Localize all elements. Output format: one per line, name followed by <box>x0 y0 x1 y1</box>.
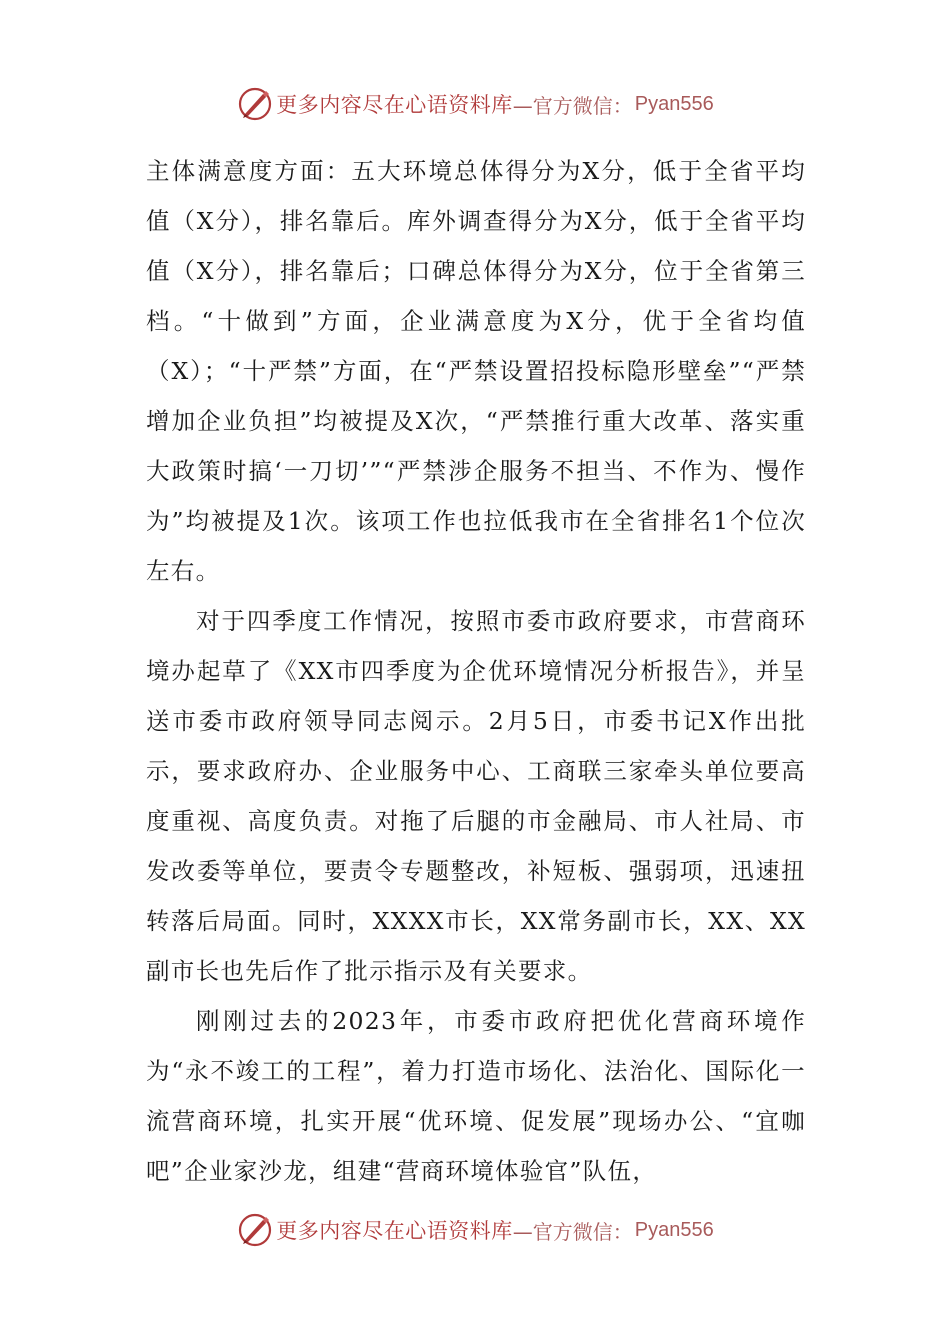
document-body <box>146 146 806 1196</box>
footer-watermark <box>0 1210 950 1250</box>
watermark-wechat-id: Pyan556 <box>634 1218 714 1241</box>
watermark-wechat-id: Pyan556 <box>634 92 714 115</box>
watermark-brand: 更多内容尽在心语资料库 <box>276 1219 513 1243</box>
paragraph-satisfaction: 主体满意度方面：五大环境总体得分为X分，低于全省平均值（X分），排名靠后。库外调查得分为X分，低于全省平均值（X分），排名靠后；口碑总体得分为X分，位于全省第三档。“十做到”方面，企业满意度为X分，优于全省均值（X）；“十严禁”方面，在“严禁设置招投标隐形壁垒”“严禁增加企业负担”均被提及X次，“严禁推行重大改革、落实重大政策时搞‘一刀切’”“严禁涉企服务不担当、不作为、慢作为”均被提及1次。该项工作也拉低我市在全省排名1个位次左右。 <box>146 157 807 585</box>
watermark-brand: 更多内容尽在心语资料库 <box>276 93 513 117</box>
pen-logo-icon <box>236 1211 274 1249</box>
paragraph-2023-review: 刚刚过去的2023年，市委市政府把优化营商环境作为“永不竣工的工程”，着力打造市场化、法治化、国际化一流营商环境，扎实开展“优环境、促发展”现场办公、“宜咖吧”企业家沙龙，组建“营商环境体验官”队伍， <box>146 1007 806 1185</box>
watermark-official-label: —官方微信： <box>512 93 633 118</box>
paragraph-fourth-quarter: 对于四季度工作情况，按照市委市政府要求，市营商环境办起草了《XX市四季度为企优环境情况分析报告》，并呈送市委市政府领导同志阅示。2月5日，市委书记X作出批示，要求政府办、企业服务中心、工商联三家牵头单位要高度重视、高度负责。对拖了后腿的市金融局、市人社局、市发改委等单位，要责令专题整改，补短板、强弱项，迅速扭转落后局面。同时，XXXX市长，XX常务副市长，XX、XX副市长也先后作了批示指示及有关要求。 <box>146 607 806 985</box>
watermark-official-label: —官方微信： <box>512 1219 633 1244</box>
pen-logo-icon <box>236 85 274 123</box>
header-watermark <box>0 84 950 124</box>
